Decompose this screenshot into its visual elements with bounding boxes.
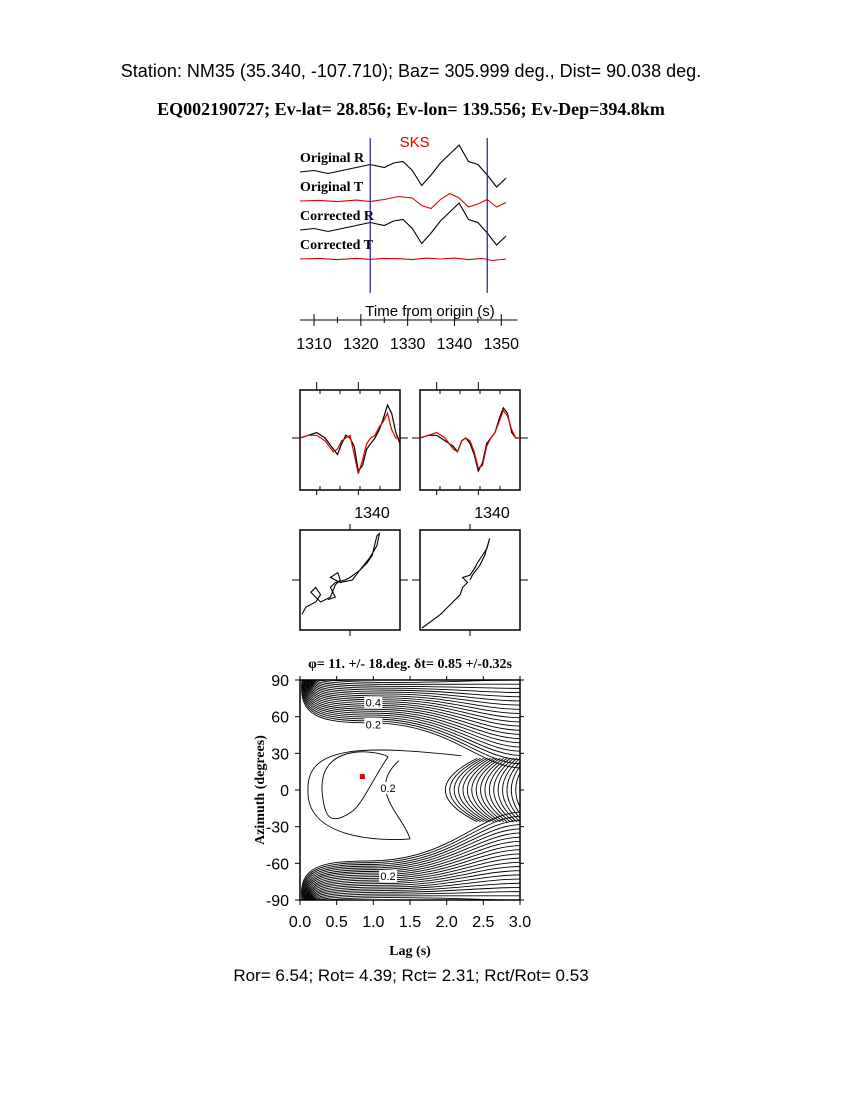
particle-motion-original-panel: [292, 524, 408, 636]
overlay-original-panel: [292, 382, 408, 522]
grid-x-axis-label: Lag (s): [389, 944, 431, 959]
grid-y-tick-label: 0: [280, 783, 289, 800]
grid-x-tick-label: 1.0: [362, 914, 385, 931]
grid-x-tick-label: 3.0: [508, 914, 532, 931]
grid-y-tick-label: -90: [265, 893, 289, 910]
contour-lines: [302, 679, 534, 901]
grid-y-axis-label: Azimuth (degrees): [253, 735, 268, 845]
grid-y-tick-label: 30: [271, 746, 289, 764]
grid-x-tick-label: 0.0: [288, 914, 312, 931]
overlay-trace-t: [420, 411, 520, 469]
contour-label-3: 0.2: [380, 783, 396, 795]
grid-x-tick-label: 0.5: [325, 914, 348, 931]
overlay-trace-t: [300, 413, 400, 474]
overlay-frame: [420, 390, 520, 490]
grid-y-tick-label: -30: [265, 819, 289, 837]
contour-label-2: 0.2: [365, 719, 381, 732]
time-tick-label-1320: 1320: [343, 336, 379, 353]
contour-label-1: 0.4: [365, 697, 381, 710]
contour-label-4: 0.2: [380, 871, 396, 883]
overlay-corrected-tick-label: 1340: [474, 505, 510, 522]
grid-title: φ= 11. +/- 18.deg. δt= 0.85 +/-0.32s: [308, 657, 512, 672]
overlay-corrected-panel: [412, 382, 528, 522]
time-tick-label-1310: 1310: [296, 336, 332, 353]
grid-x-tick-label: 2.5: [472, 914, 495, 931]
trace-label-corrected-t: Corrected T: [300, 238, 373, 253]
time-tick-label-1340: 1340: [436, 336, 473, 353]
time-tick-label-1330: 1330: [389, 336, 426, 353]
contour-lower: [307, 841, 522, 900]
time-axis-label: Time from origin (s): [365, 303, 495, 320]
time-tick-label-1350: 1350: [483, 336, 520, 353]
grid-x-tick-label: 2.0: [435, 914, 458, 931]
overlay-trace-r: [420, 408, 520, 471]
overlay-frame: [300, 390, 400, 490]
particle-motion-corrected-panel: [412, 524, 528, 636]
phase-label: SKS: [399, 134, 430, 151]
particle-motion-trace: [302, 534, 379, 615]
grid-y-tick-label: 90: [271, 673, 289, 690]
trace-corrected-t: [300, 258, 506, 260]
seismogram-panel: [296, 134, 519, 353]
station-info: Station: NM35 (35.340, -107.710); Baz= 305.999 deg., Dist= 90.038 deg.: [120, 61, 702, 81]
trace-original-t: [300, 194, 506, 209]
trace-label-original-r: Original R: [300, 151, 365, 166]
overlay-original-tick-label: 1340: [354, 505, 390, 522]
trace-label-corrected-r: Corrected R: [300, 209, 374, 224]
grid-y-tick-label: 60: [271, 709, 289, 727]
particle-motion-trace: [422, 538, 490, 628]
misfit-grid-panel: [253, 657, 533, 959]
trace-label-original-t: Original T: [300, 180, 364, 195]
best-fit-marker: [360, 774, 365, 779]
contour-inner-loop: [322, 752, 388, 819]
ratio-summary: Ror= 6.54; Rot= 4.39; Rct= 2.31; Rct/Rot= 0.53: [233, 966, 589, 985]
grid-x-tick-label: 1.5: [398, 914, 422, 931]
grid-y-tick-label: -60: [265, 856, 289, 874]
event-info: EQ002190727; Ev-lat= 28.856; Ev-lon= 139.556; Ev-Dep=394.8km: [157, 99, 665, 119]
